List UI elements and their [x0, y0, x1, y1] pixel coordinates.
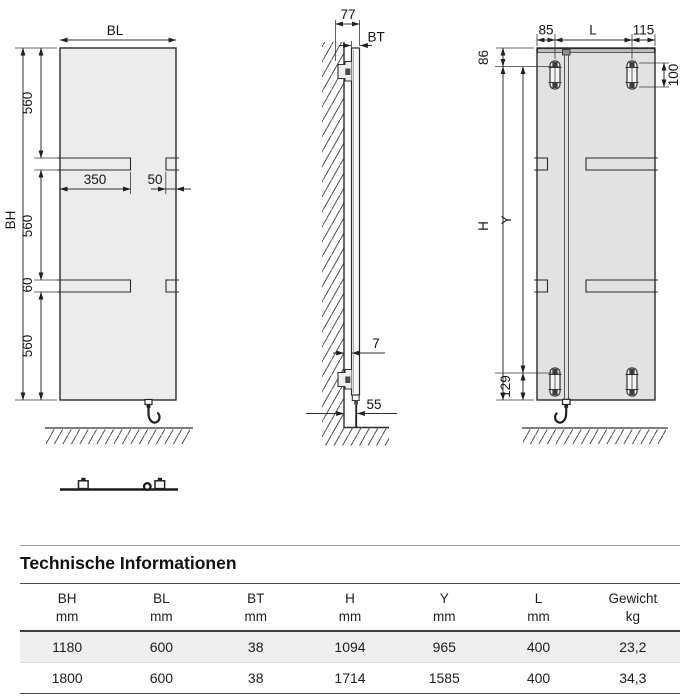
hanger-bracket — [626, 61, 639, 89]
front-view — [3, 23, 193, 444]
plan-bracket-left — [79, 478, 89, 489]
hanger-bracket — [626, 368, 639, 396]
hanger-bracket — [549, 368, 562, 396]
dim-label-100: 100 — [666, 63, 681, 87]
cell: 1094 — [334, 639, 366, 656]
dim-label-gap60: 60 — [20, 277, 35, 293]
dim-label-7: 7 — [372, 336, 380, 351]
floor-side — [322, 428, 389, 446]
dim-label-h: H — [476, 221, 491, 231]
table-header-row — [20, 584, 680, 632]
radiator-back-panel — [537, 48, 655, 400]
cell: 38 — [247, 639, 264, 656]
col-header-gewicht: Gewicht kg — [586, 584, 680, 632]
col-header-y: Y mm — [397, 584, 491, 632]
dim-label-115: 115 — [632, 22, 655, 38]
col-header-bh: BH mm — [20, 584, 114, 632]
spec-table — [20, 583, 680, 694]
cell: 38 — [247, 670, 264, 687]
dim-label-129: 129 — [498, 375, 513, 398]
dim-label-seg1: 560 — [20, 91, 35, 115]
cell: 34,3 — [619, 670, 647, 687]
section-title: Technische Informationen — [20, 553, 237, 573]
cell: 400 — [526, 639, 551, 656]
dim-label-seg3: 560 — [20, 334, 35, 358]
plan-bracket-right — [155, 478, 165, 489]
col-header-bt: BT mm — [209, 584, 303, 632]
plan-cable-gland — [144, 483, 151, 490]
hanger-bracket — [549, 61, 562, 89]
dim-label-l: L — [589, 22, 597, 38]
cable-hook-back — [555, 399, 570, 422]
cell: 1585 — [428, 670, 460, 687]
cell: 23,2 — [619, 639, 647, 656]
dim-label-77: 77 — [340, 7, 356, 22]
dim-label-bl: BL — [106, 23, 124, 38]
cell: 400 — [526, 670, 551, 687]
dim-label-bh: BH — [3, 210, 18, 230]
wall-bracket-side-bottom — [338, 370, 352, 390]
dim-label-bt: BT — [367, 29, 385, 45]
bottom-view — [60, 478, 178, 490]
dim-label-notch50: 50 — [147, 172, 163, 187]
dim-label-86: 86 — [476, 49, 491, 66]
radiator-side-panel — [352, 48, 360, 395]
dim-label-85: 85 — [538, 22, 554, 38]
cell: 1800 — [51, 670, 83, 687]
radiator-front-panel — [60, 48, 176, 400]
dim-label-seg2: 560 — [20, 214, 35, 238]
floor-back — [522, 428, 668, 444]
cable-connector-side — [352, 395, 359, 428]
col-header-l: L mm — [491, 584, 585, 632]
table-row — [20, 631, 680, 663]
col-header-h: H mm — [303, 584, 397, 632]
back-view — [476, 23, 681, 445]
dim-label-55: 55 — [366, 397, 382, 412]
cell: 1714 — [334, 670, 366, 687]
dim-label-slot350: 350 — [83, 172, 107, 187]
cell: 965 — [432, 639, 456, 656]
wall-bracket-side-top — [338, 62, 352, 82]
table-row — [20, 663, 680, 694]
cell: 600 — [149, 670, 174, 687]
wall-section — [322, 42, 344, 428]
side-view — [306, 7, 397, 446]
cell: 600 — [149, 639, 174, 656]
floor-front — [45, 428, 193, 444]
cell: 1180 — [52, 639, 83, 656]
col-header-bl: BL mm — [114, 584, 208, 632]
technical-info-section — [20, 545, 680, 694]
cable-hook-front — [145, 400, 160, 423]
dim-label-y: Y — [499, 215, 514, 225]
